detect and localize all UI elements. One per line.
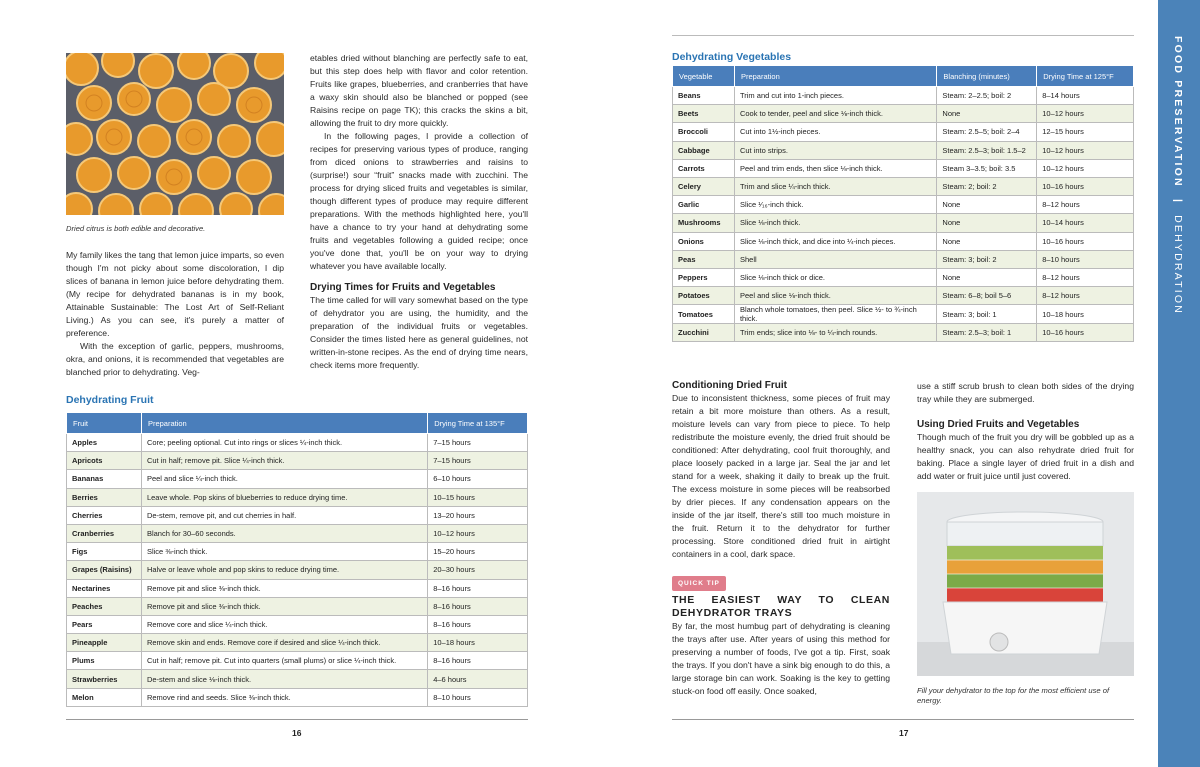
veg-table-cell: Peel and trim ends, then slice ⅛-inch thick. <box>734 159 936 177</box>
fruit-table-row <box>67 634 528 652</box>
fruit-table-cell: Figs <box>67 543 142 561</box>
right-header-rule <box>672 35 1134 36</box>
dehydrator-caption: Fill your dehydrator to the top for the most efficient use of energy. <box>917 686 1110 705</box>
fruit-table-cell: Cranberries <box>67 524 142 542</box>
column-2-text <box>310 52 528 372</box>
col2-paragraph-1: etables dried without blanching are perfectly safe to eat, but this step does help with flavor and color retention. Fruits like grapes, blueberries, and cranberries that have a waxy skin should also be blanched or popped (see Raisins recipe on page TK); this cracks the skins a bit, allowing the fruit to dry more quickly. <box>310 53 528 128</box>
fruit-table-cell: 8–16 hours <box>428 652 528 670</box>
veg-table-row <box>673 196 1134 214</box>
fruit-table-cell: Core; peeling optional. Cut into rings or slices ¼-inch thick. <box>141 434 427 452</box>
fruit-table-title: Dehydrating Fruit <box>66 394 154 406</box>
veg-table-cell: Garlic <box>673 196 735 214</box>
veg-table-cell: 8–12 hours <box>1037 287 1134 305</box>
veg-table-row <box>673 123 1134 141</box>
veg-table-row <box>673 232 1134 250</box>
fruit-table-cell: Berries <box>67 488 142 506</box>
veg-header-cell: Drying Time at 125°F <box>1037 66 1134 87</box>
fruit-table-cell: Melon <box>67 688 142 706</box>
veg-table-cell: Cut into 1½-inch pieces. <box>734 123 936 141</box>
veg-table-cell: Blanch whole tomatoes, then peel. Slice ½- to ¾-inch thick. <box>734 305 936 324</box>
veg-table-cell: Trim and slice ¼-inch thick. <box>734 177 936 195</box>
veg-table-cell: 10–16 hours <box>1037 177 1134 195</box>
fruit-table-row <box>67 561 528 579</box>
fruit-table-body <box>67 434 528 707</box>
veg-table-cell: Mushrooms <box>673 214 735 232</box>
veg-table-row <box>673 287 1134 305</box>
fruit-table-row <box>67 670 528 688</box>
col2-paragraph-2: In the following pages, I provide a collection of recipes for preserving various types of produce, ranging from diced onions to strawberries and raisins to (surprise!) sour “fruit” snacks made with zucchini. The process for drying sliced fruits and vegetables is similar, though different types of produce may require different preparations. With the methods highlighted here, you'll have a chance to try your hand at dehydrating some fruits and vegetables following a guided recipe; once you've done that, you'll be on your way to drying whatever you have available locally. <box>310 131 528 271</box>
fruit-table-cell: Grapes (Raisins) <box>67 561 142 579</box>
veg-table-cell: Steam: 2.5–5; boil: 2–4 <box>937 123 1037 141</box>
fruit-table-cell: Peaches <box>67 597 142 615</box>
fruit-table-cell: Blanch for 30–60 seconds. <box>141 524 427 542</box>
fruit-table-cell: Apples <box>67 434 142 452</box>
fruit-table-cell: Halve or leave whole and pop skins to reduce drying time. <box>141 561 427 579</box>
veg-table-cell: Steam: 2.5–3; boil: 1 <box>937 324 1037 342</box>
veg-table-cell: None <box>937 196 1037 214</box>
veg-table-row <box>673 324 1134 342</box>
veg-table-cell: Potatoes <box>673 287 735 305</box>
quick-tip <box>672 576 890 698</box>
veg-table-cell: 10–18 hours <box>1037 305 1134 324</box>
veg-table-cell: 8–12 hours <box>1037 268 1134 286</box>
veg-table-cell: Peppers <box>673 268 735 286</box>
fruit-table-cell: Slice ⅜-inch thick. <box>141 543 427 561</box>
veg-table-cell: 8–10 hours <box>1037 250 1134 268</box>
veg-table-row <box>673 105 1134 123</box>
fruit-table-cell: Plums <box>67 652 142 670</box>
veg-table-cell: Trim ends; slice into ⅛- to ¼-inch rounds. <box>734 324 936 342</box>
veg-table <box>672 65 1134 342</box>
fruit-table-wrap <box>66 412 528 707</box>
veg-table-cell: Carrots <box>673 159 735 177</box>
fruit-table-cell: Remove core and slice ¼-inch thick. <box>141 615 427 633</box>
veg-table-cell: 8–14 hours <box>1037 87 1134 105</box>
veg-table-cell: None <box>937 232 1037 250</box>
fruit-table-cell: 20–30 hours <box>428 561 528 579</box>
veg-table-cell: Steam: 3; boil: 1 <box>937 305 1037 324</box>
veg-table-cell: 10–16 hours <box>1037 324 1134 342</box>
fruit-table-cell: Cherries <box>67 506 142 524</box>
quick-tip-badge: QUICK TIP <box>672 576 726 591</box>
right-page-number: 17 <box>899 728 909 738</box>
fruit-table-cell: Strawberries <box>67 670 142 688</box>
fruit-table-row <box>67 506 528 524</box>
quick-tip-text: By far, the most humbug part of dehydrating is cleaning the trays after use. After years of using this method for preserving a number of foods, I've got a tip. First, soak the trays. If you don't have a sink big enough to do this, a large storage bin can work. Soaking is the key to getting stuck-on food off easily. Once soaked, <box>672 621 890 696</box>
left-footer-rule <box>66 719 528 720</box>
veg-table-cell: Cook to tender, peel and slice ⅛-inch thick. <box>734 105 936 123</box>
veg-table-row <box>673 250 1134 268</box>
veg-table-cell: 8–12 hours <box>1037 196 1134 214</box>
veg-table-cell: Steam: 6–8; boil 5–6 <box>937 287 1037 305</box>
veg-table-cell: Onions <box>673 232 735 250</box>
fruit-table-row <box>67 615 528 633</box>
veg-table-cell: Beets <box>673 105 735 123</box>
fruit-table-cell: Pears <box>67 615 142 633</box>
col1-paragraph-1: My family likes the tang that lemon juice imparts, so even though I'm not picky about some discoloration, I dip slices of banana in lemon juice before dehydrating them. (My recipe for dehydrated bananas is in my book, Attainable Sustainable: The Lost Art of Self-Reliant Living.) As you can see, it's purely a matter of preference. <box>66 250 284 338</box>
veg-table-cell: Steam: 3; boil: 2 <box>937 250 1037 268</box>
citrus-caption: Dried citrus is both edible and decorative. <box>66 224 206 233</box>
sidebar-separator: | <box>1172 198 1184 205</box>
veg-table-cell: Celery <box>673 177 735 195</box>
veg-table-body <box>673 87 1134 342</box>
fruit-header-cell: Drying Time at 135°F <box>428 413 528 434</box>
veg-table-cell: Slice ⅛-inch thick or dice. <box>734 268 936 286</box>
fruit-table-row <box>67 524 528 542</box>
drying-times-text: The time called for will vary somewhat based on the type of dehydrator you are using, the humidity, and the preparation of the individual fruits or vegetables. Consider the times listed here as general guidelines, not written-in-stone recipes. As the end of drying time nears, check items more frequently. <box>310 295 528 370</box>
left-page-number: 16 <box>292 728 302 738</box>
veg-table-cell: 10–12 hours <box>1037 141 1134 159</box>
fruit-table-cell: 13–20 hours <box>428 506 528 524</box>
fruit-table-cell: Peel and slice ¼-inch thick. <box>141 470 427 488</box>
veg-table-cell: Trim and cut into 1-inch pieces. <box>734 87 936 105</box>
fruit-table-cell: 4–6 hours <box>428 670 528 688</box>
veg-table-cell: 10–12 hours <box>1037 105 1134 123</box>
chapter-sidebar-label <box>1172 36 1184 315</box>
fruit-header-cell: Preparation <box>141 413 427 434</box>
veg-table-cell: 10–14 hours <box>1037 214 1134 232</box>
veg-table-cell: None <box>937 268 1037 286</box>
veg-table-title: Dehydrating Vegetables <box>672 51 792 63</box>
using-dried-heading: Using Dried Fruits and Vegetables <box>917 419 1080 430</box>
fruit-table-cell: 7–15 hours <box>428 434 528 452</box>
column-3-text <box>672 379 890 698</box>
veg-table-cell: Broccoli <box>673 123 735 141</box>
fruit-table-cell: Bananas <box>67 470 142 488</box>
fruit-table-row <box>67 434 528 452</box>
veg-table-row <box>673 159 1134 177</box>
veg-table-cell: Slice ¹⁄₁₆-inch thick. <box>734 196 936 214</box>
fruit-table-cell: Remove pit and slice ⅜-inch thick. <box>141 597 427 615</box>
veg-table-cell: Beans <box>673 87 735 105</box>
veg-table-cell: Cut into strips. <box>734 141 936 159</box>
veg-table-cell: Peel and slice ⅛-inch thick. <box>734 287 936 305</box>
column-1-text <box>66 249 284 379</box>
fruit-table-cell: Pineapple <box>67 634 142 652</box>
fruit-table-row <box>67 452 528 470</box>
fruit-table-row <box>67 470 528 488</box>
fruit-table-cell: 8–10 hours <box>428 688 528 706</box>
veg-table-cell: 10–12 hours <box>1037 159 1134 177</box>
veg-table-cell: Cabbage <box>673 141 735 159</box>
veg-table-cell: None <box>937 105 1037 123</box>
sidebar-subtitle: DEHYDRATION <box>1172 215 1184 315</box>
veg-table-wrap <box>672 65 1134 342</box>
veg-table-cell: None <box>937 214 1037 232</box>
fruit-table-cell: 7–15 hours <box>428 452 528 470</box>
veg-header-cell: Vegetable <box>673 66 735 87</box>
fruit-table-cell: Leave whole. Pop skins of blueberries to reduce drying time. <box>141 488 427 506</box>
sidebar-title: FOOD PRESERVATION <box>1172 36 1184 188</box>
using-dried-text: Though much of the fruit you dry will be gobbled up as a healthy snack, you can also rehydrate dried fruit for baking. Place a single layer of dried fruit in a dish and add water or fruit juice until just covered. <box>917 432 1134 481</box>
fruit-table-cell: 8–16 hours <box>428 579 528 597</box>
fruit-table-cell: 8–16 hours <box>428 615 528 633</box>
right-footer-rule <box>672 719 1134 720</box>
veg-table-row <box>673 177 1134 195</box>
veg-table-cell: Slice ⅛-inch thick. <box>734 214 936 232</box>
veg-table-cell: Peas <box>673 250 735 268</box>
veg-header-cell: Blanching (minutes) <box>937 66 1037 87</box>
fruit-table-cell: Apricots <box>67 452 142 470</box>
fruit-table-cell: Remove pit and slice ⅜-inch thick. <box>141 579 427 597</box>
col4-continued-text: use a stiff scrub brush to clean both sides of the drying tray while they are submerged. <box>917 381 1134 404</box>
veg-table-cell: Steam: 2.5–3; boil: 1.5–2 <box>937 141 1037 159</box>
fruit-table-cell: 10–15 hours <box>428 488 528 506</box>
veg-table-row <box>673 87 1134 105</box>
veg-table-cell: Steam 3–3.5; boil: 3.5 <box>937 159 1037 177</box>
fruit-table-cell: Remove skin and ends. Remove core if desired and slice ¼-inch thick. <box>141 634 427 652</box>
fruit-table-row <box>67 597 528 615</box>
conditioning-heading: Conditioning Dried Fruit <box>672 380 787 391</box>
fruit-table <box>66 412 528 707</box>
veg-table-cell: Steam: 2; boil: 2 <box>937 177 1037 195</box>
fruit-table-cell: Cut in half; remove pit. Cut into quarters (small plums) or slice ¼-inch thick. <box>141 652 427 670</box>
fruit-table-cell: Nectarines <box>67 579 142 597</box>
fruit-table-cell: Remove rind and seeds. Slice ⅜-inch thick. <box>141 688 427 706</box>
fruit-header-cell: Fruit <box>67 413 142 434</box>
veg-table-cell: Zucchini <box>673 324 735 342</box>
drying-times-heading: Drying Times for Fruits and Vegetables <box>310 282 496 293</box>
fruit-table-cell: Cut in half; remove pit. Slice ¼-inch thick. <box>141 452 427 470</box>
conditioning-text: Due to inconsistent thickness, some pieces of fruit may retain a bit more moisture than others. As a result, moisture levels can vary from piece to piece. To help redistribute the moisture evenly, the dried fruit should be conditioned: After dehydrating, cool fruit thoroughly, and place loosely packed in a large jar. Seal the jar and let stand for a week, shaking it daily to break up the fruit. The excess moisture in some pieces will be reabsorbed by drier pieces. If any condensation appears on the inside of the jar itself, there's still too much moisture in the fruit. Return it to the dehydrator for further processing. Store conditioned dried fruit in airtight containers in a cool, dark space. <box>672 393 890 559</box>
fruit-table-cell: 15–20 hours <box>428 543 528 561</box>
veg-table-row <box>673 214 1134 232</box>
veg-table-cell: Slice ⅛-inch thick, and dice into ¼-inch pieces. <box>734 232 936 250</box>
fruit-table-cell: 10–12 hours <box>428 524 528 542</box>
dehydrator-photo <box>917 492 1134 676</box>
fruit-table-row <box>67 543 528 561</box>
veg-table-row <box>673 305 1134 324</box>
fruit-table-row <box>67 488 528 506</box>
veg-table-cell: 10–16 hours <box>1037 232 1134 250</box>
dried-citrus-photo <box>66 53 284 215</box>
fruit-table-cell: 10–18 hours <box>428 634 528 652</box>
fruit-table-cell: 8–16 hours <box>428 597 528 615</box>
veg-table-cell: Shell <box>734 250 936 268</box>
veg-table-cell: 12–15 hours <box>1037 123 1134 141</box>
column-4-text <box>917 380 1134 483</box>
fruit-table-row <box>67 688 528 706</box>
veg-table-cell: Tomatoes <box>673 305 735 324</box>
col1-paragraph-2: With the exception of garlic, peppers, mushrooms, okra, and onions, it is recommended that vegetables are blanched prior to dehydrating. Veg- <box>66 341 284 377</box>
veg-table-row <box>673 141 1134 159</box>
fruit-table-header <box>67 413 528 434</box>
veg-table-cell: Steam: 2–2.5; boil: 2 <box>937 87 1037 105</box>
fruit-table-cell: 6–10 hours <box>428 470 528 488</box>
veg-table-header <box>673 66 1134 87</box>
fruit-table-row <box>67 579 528 597</box>
veg-header-cell: Preparation <box>734 66 936 87</box>
veg-table-row <box>673 268 1134 286</box>
fruit-table-cell: De-stem, remove pit, and cut cherries in half. <box>141 506 427 524</box>
fruit-table-row <box>67 652 528 670</box>
fruit-table-cell: De-stem and slice ⅛-inch thick. <box>141 670 427 688</box>
quick-tip-title: THE EASIEST WAY TO CLEAN DEHYDRATOR TRAYS <box>672 594 890 619</box>
